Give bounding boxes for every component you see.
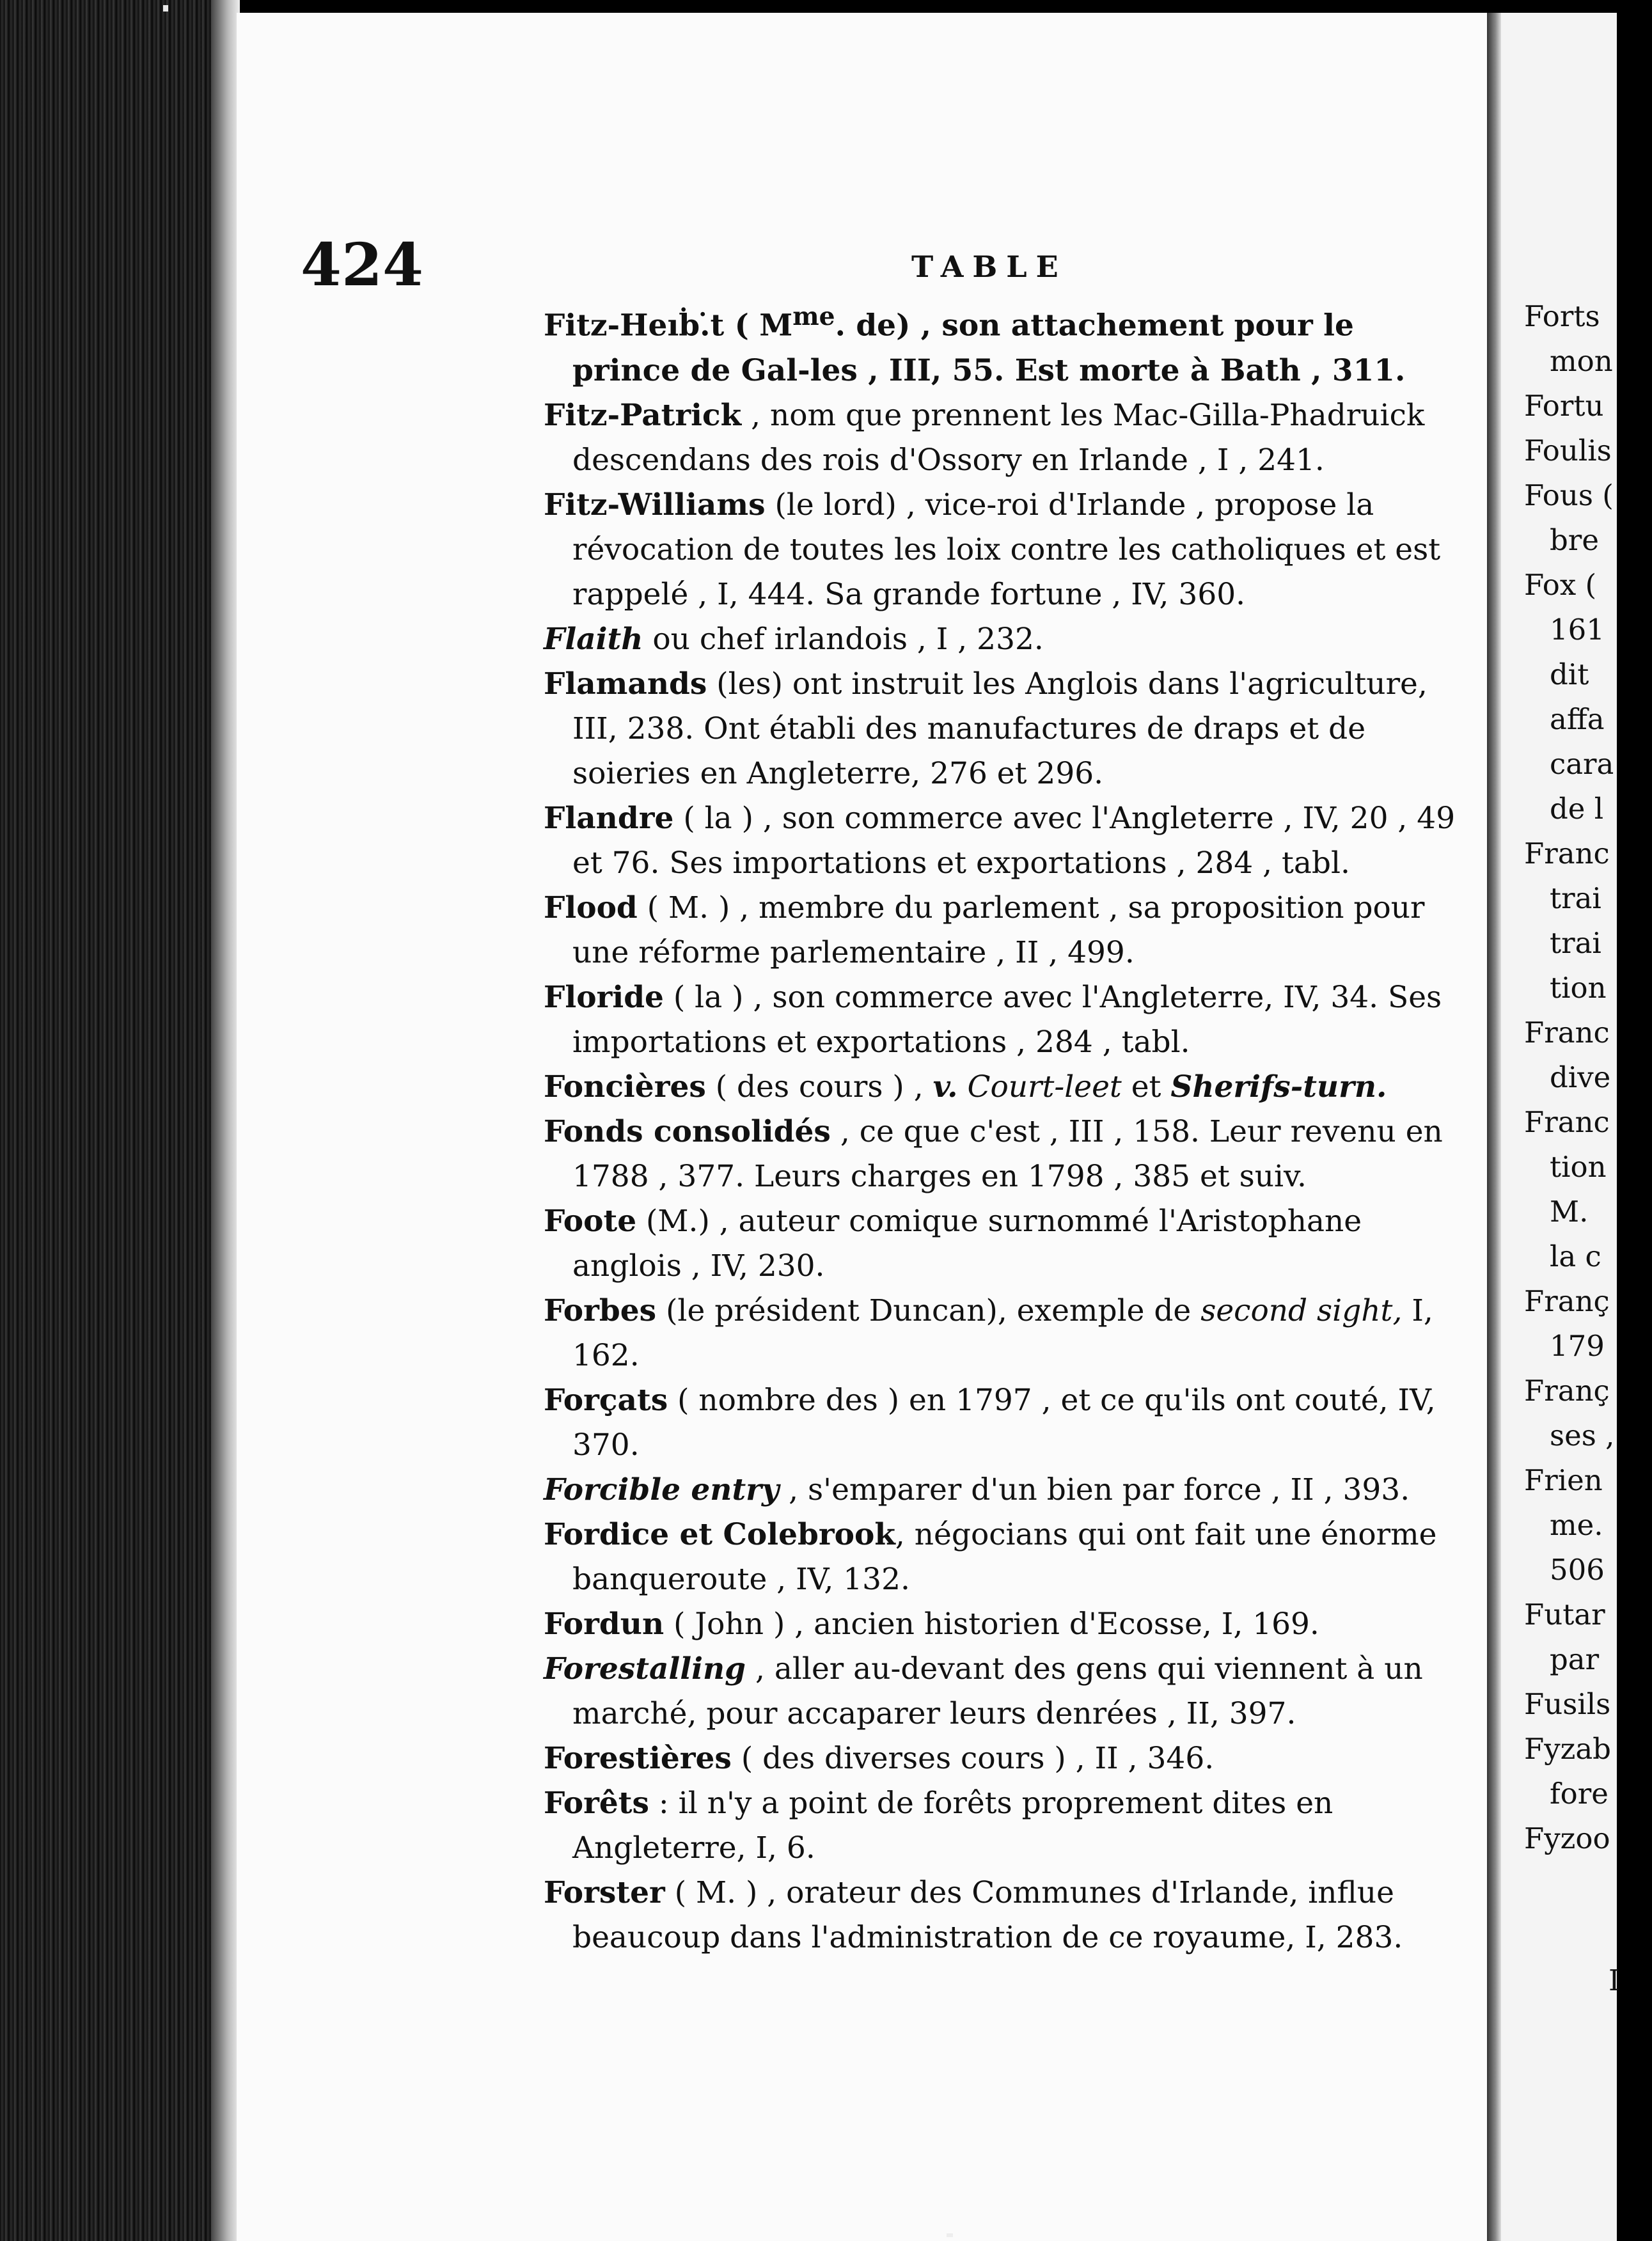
next-page-line: fore [1550,1777,1609,1811]
next-page-line: Forts [1524,299,1600,333]
entry-text: ( M. ) , orateur des Communes d'Irlande, influe beaucoup dans l'administration de ce royaume, I, 283. [572,1875,1403,1955]
next-page-line: 179 [1550,1329,1605,1363]
next-page-line: Franc [1524,1016,1610,1050]
entry-term: Fordun [544,1606,665,1642]
next-page-line: dive [1550,1060,1611,1094]
next-page-line: tion [1550,1150,1607,1184]
index-entry [544,1199,1458,1289]
entry-text: ( John ) , ancien historien d'Ecosse, I, 169. [664,1606,1319,1642]
next-page-line: trai [1550,926,1601,960]
entry-term: Forbes [544,1293,657,1328]
next-page-line: Fous ( [1524,478,1614,512]
next-page-line: Franc [1524,1105,1610,1139]
entry-term: Floride [544,979,664,1015]
entry-text: , nom que prennent les Mac-Gilla-Phadruick descendans des rois d'Ossory en Irlande , I , 241. [572,397,1425,478]
index-entry [544,1647,1458,1736]
entry-text: (les) ont instruit les Anglois dans l'agriculture, III, 238. Ont établi des manufactures de draps et de soieries en Angleterre, 276 et 296. [572,666,1428,791]
next-page-line: Frien [1524,1463,1603,1497]
entry-term: Fitz-Heıḃ.̇t [544,308,725,343]
entry-text: me [792,302,835,331]
entry-text: second sight, [1200,1293,1403,1328]
entry-text: (le lord) , vice-roi d'Irlande , propose la révocation de toutes les loix contre les catholiques et est rappelé , I, 444. Sa grande fortune , IV, 360. [572,487,1441,612]
next-page-line: mon [1550,344,1613,378]
scan-mark [947,2233,953,2237]
index-entry [544,975,1458,1065]
next-page-line: Futar [1524,1598,1605,1632]
entry-term: Flandre [544,800,674,836]
next-page-line: tion [1550,971,1607,1005]
entry-text: ( M [724,308,793,343]
next-page-line: 506 [1550,1553,1605,1587]
entry-text: , s'emparer d'un bien par force , II , 393. [779,1472,1410,1507]
next-page-gutter [1487,13,1501,2241]
entry-term: Fonds consolidés [544,1113,831,1149]
entry-text: Sherifs-turn. [1170,1069,1387,1105]
next-page-line: trai [1550,881,1601,915]
next-page-line: M. [1550,1195,1589,1229]
entry-text: I, 162. [572,1293,1433,1373]
entry-text: . de) , son attachement pour le prince de Gal-les , III, 55. Est morte à Bath , 311. [572,308,1406,388]
next-page-line: Fyzoo [1524,1821,1610,1855]
entry-term: Foncières [544,1069,706,1105]
index-entries [544,294,1458,1960]
index-entry [544,393,1458,483]
next-page-line: ses , [1550,1419,1615,1452]
index-entry [544,662,1458,796]
next-page-line: Fusils [1524,1687,1611,1721]
entry-text: ( la ) , son commerce avec l'Angleterre , IV, 20 , 49 et 76. Ses importations et exportations , 284 , tabl. [572,800,1456,881]
scan-mark [163,5,168,12]
entry-text: , aller au-devant des gens qui viennent à un marché, pour accaparer leurs denrées , II, 397. [572,1651,1423,1731]
entry-term: Flaith [544,621,643,657]
entry-term: Fordice et Colebrook [544,1516,895,1552]
index-entry [544,796,1458,886]
index-entry [544,294,1458,393]
index-entry [544,1736,1458,1781]
next-page-line: affa [1550,702,1605,736]
entry-text: : il n'y a point de forêts proprement dites en Angleterre, I, 6. [572,1785,1333,1866]
entry-text: , ce que c'est , III , 158. Leur revenu en 1788 , 377. Leurs charges en 1798 , 385 et suiv. [572,1113,1443,1194]
entry-text: ( M. ) , membre du parlement , sa proposition pour une réforme parlementaire , II , 499. [572,890,1425,970]
index-entry [544,1513,1458,1602]
entry-term: Fitz-Williams [544,487,766,523]
entry-term: Forster [544,1875,665,1910]
next-page-line: Franç [1524,1374,1610,1408]
page-number: 424 [301,230,424,299]
entry-term: Forestières [544,1740,732,1776]
next-page-lines [1524,294,1652,1861]
index-entry [544,1065,1458,1110]
index-entry [544,886,1458,975]
next-page-line: bre [1550,523,1599,557]
index-entry [544,483,1458,617]
entry-text: v. [932,1069,958,1105]
index-entry [544,1602,1458,1647]
next-page-edge [1487,13,1620,2241]
binding-edge [211,0,240,2241]
next-page-footer: I [1609,1963,1620,1997]
entry-text: (M.) , auteur comique surnommé l'Aristophane anglois , IV, 230. [572,1203,1362,1284]
index-entry [544,1378,1458,1468]
entry-term: Forestalling [544,1651,746,1687]
entry-text: ( des diverses cours ) , II , 346. [731,1740,1215,1776]
entry-text: Court-leet [967,1069,1122,1105]
entry-text: (le président Duncan), exemple de [656,1293,1201,1328]
index-entry [544,1289,1458,1378]
entry-text: ( nombre des ) en 1797 , et ce qu'ils ont couté, IV, 370. [572,1382,1436,1463]
entry-term: Flamands [544,666,707,702]
next-page-line: me. [1550,1508,1603,1542]
index-entry [544,1871,1458,1960]
next-page-line: Fortu [1524,389,1604,423]
entry-text: ( la ) , son commerce avec l'Angleterre, IV, 34. Ses importations et exportations , 284 , tabl. [572,979,1442,1060]
next-page-line: par [1550,1642,1600,1676]
page-header [301,230,1471,301]
index-entry [544,617,1458,662]
next-page-line: cara [1550,747,1614,781]
entry-term: Forêts [544,1785,649,1821]
entry-text: ou chef irlandois , I , 232. [643,621,1044,657]
next-page-line: Foulis [1524,434,1612,468]
entry-text: , négocians qui ont fait une énorme banqueroute , IV, 132. [572,1516,1437,1597]
page-binding [0,0,230,2241]
next-page-line: la c [1550,1239,1601,1273]
entry-text: ( des cours ) , [705,1069,933,1105]
index-entry [544,1468,1458,1513]
next-page-line: Franç [1524,1284,1610,1318]
next-page-line: Franc [1524,837,1610,870]
entry-term: Forçats [544,1382,668,1418]
next-page-line: dit [1550,657,1589,691]
entry-term: Forcible entry [544,1472,780,1507]
next-page-line: de l [1550,792,1604,826]
running-title: TABLE [911,249,1067,284]
index-entry [544,1781,1458,1871]
next-page-line: 161 [1550,613,1605,647]
entry-term: Flood [544,890,638,925]
entry-term: Fitz-Patrick [544,397,742,433]
next-page-line: Fyzab [1524,1732,1611,1766]
next-page-line: Fox ( [1524,568,1597,602]
entry-text [958,1069,968,1105]
entry-term: Foote [544,1203,637,1239]
entry-text: et [1121,1069,1171,1105]
index-entry [544,1110,1458,1199]
